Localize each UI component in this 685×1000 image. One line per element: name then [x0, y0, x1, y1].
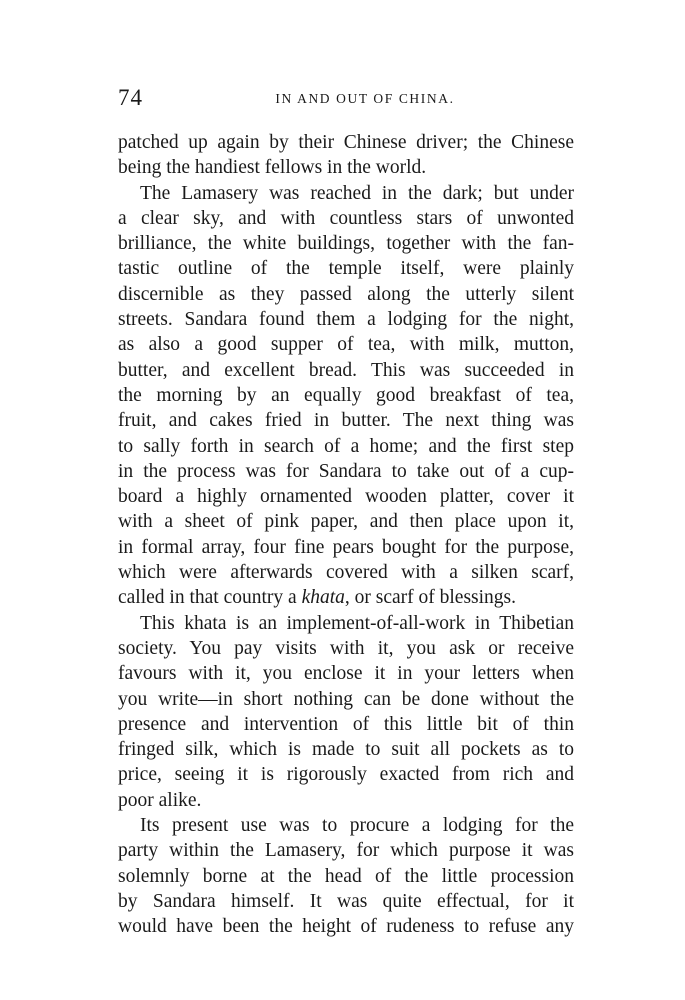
text-line-khata [118, 585, 574, 610]
text-line: with a sheet of pink paper, and then place upon it, [118, 511, 574, 533]
text-line: tastic outline of the temple itself, were plainly [118, 258, 574, 280]
text-line: party within the Lamasery, for which purpose it was [118, 840, 574, 862]
text-line: in the process was for Sandara to take out of a cup- [118, 460, 574, 482]
text-line: discernible as they passed along the utterly silent [118, 283, 574, 305]
khata-line-before: called in that country a [118, 587, 302, 609]
text-line: being the handiest fellows in the world. [118, 157, 427, 179]
paragraph-start-line: Its present use was to procure a lodging for the [140, 815, 574, 837]
text-line: poor alike. [118, 789, 202, 811]
text-line: price, seeing it is rigorously exacted from rich and [118, 764, 574, 786]
text-line: a clear sky, and with countless stars of unwonted [118, 207, 574, 229]
text-line: by Sandara himself. It was quite effectual, for it [118, 890, 574, 912]
text-line: to sally forth in search of a home; and the first step [118, 435, 574, 457]
text-line: solemnly borne at the head of the little procession [118, 865, 574, 887]
paragraph-start-line: This khata is an implement-of-all-work in Thibetian [140, 612, 574, 634]
text-line: which were afterwards covered with a silken scarf, [118, 562, 574, 584]
text-line: would have been the height of rudeness to refuse any [118, 916, 574, 938]
text-line: brilliance, the white buildings, together with the fan- [118, 233, 574, 255]
running-title: IN AND OUT OF CHINA. [275, 91, 455, 106]
text-line: in formal array, four fine pears bought for the purpose, [118, 536, 574, 558]
text-line: patched up again by their Chinese driver; the Chinese [118, 132, 574, 153]
text-line: the morning by an equally good breakfast of tea, [118, 384, 574, 406]
text-line: you write—in short nothing can be done without the [118, 688, 574, 710]
text-line: fruit, and cakes fried in butter. The next thing was [118, 410, 574, 432]
khata-word: khata [301, 587, 345, 609]
khata-line-after: , or scarf of blessings. [344, 587, 517, 609]
text-line: favours with it, you enclose it in your letters when [118, 663, 574, 685]
text-line: butter, and excellent bread. This was succeeded in [118, 359, 574, 381]
body-text [118, 130, 574, 940]
text-line: as also a good supper of tea, with milk, mutton, [118, 334, 574, 356]
text-line: presence and intervention of this little bit of thin [118, 713, 574, 735]
text-line: board a highly ornamented wooden platter, cover it [118, 486, 574, 508]
text-line: streets. Sandara found them a lodging for the night, [118, 309, 574, 331]
paragraph-start-line: The Lamasery was reached in the dark; but under [140, 182, 574, 204]
text-line: fringed silk, which is made to suit all pockets as to [118, 739, 574, 761]
page-number: 74 [118, 85, 143, 110]
text-line: society. You pay visits with it, you ask or receive [118, 637, 574, 659]
page-header [118, 86, 574, 110]
